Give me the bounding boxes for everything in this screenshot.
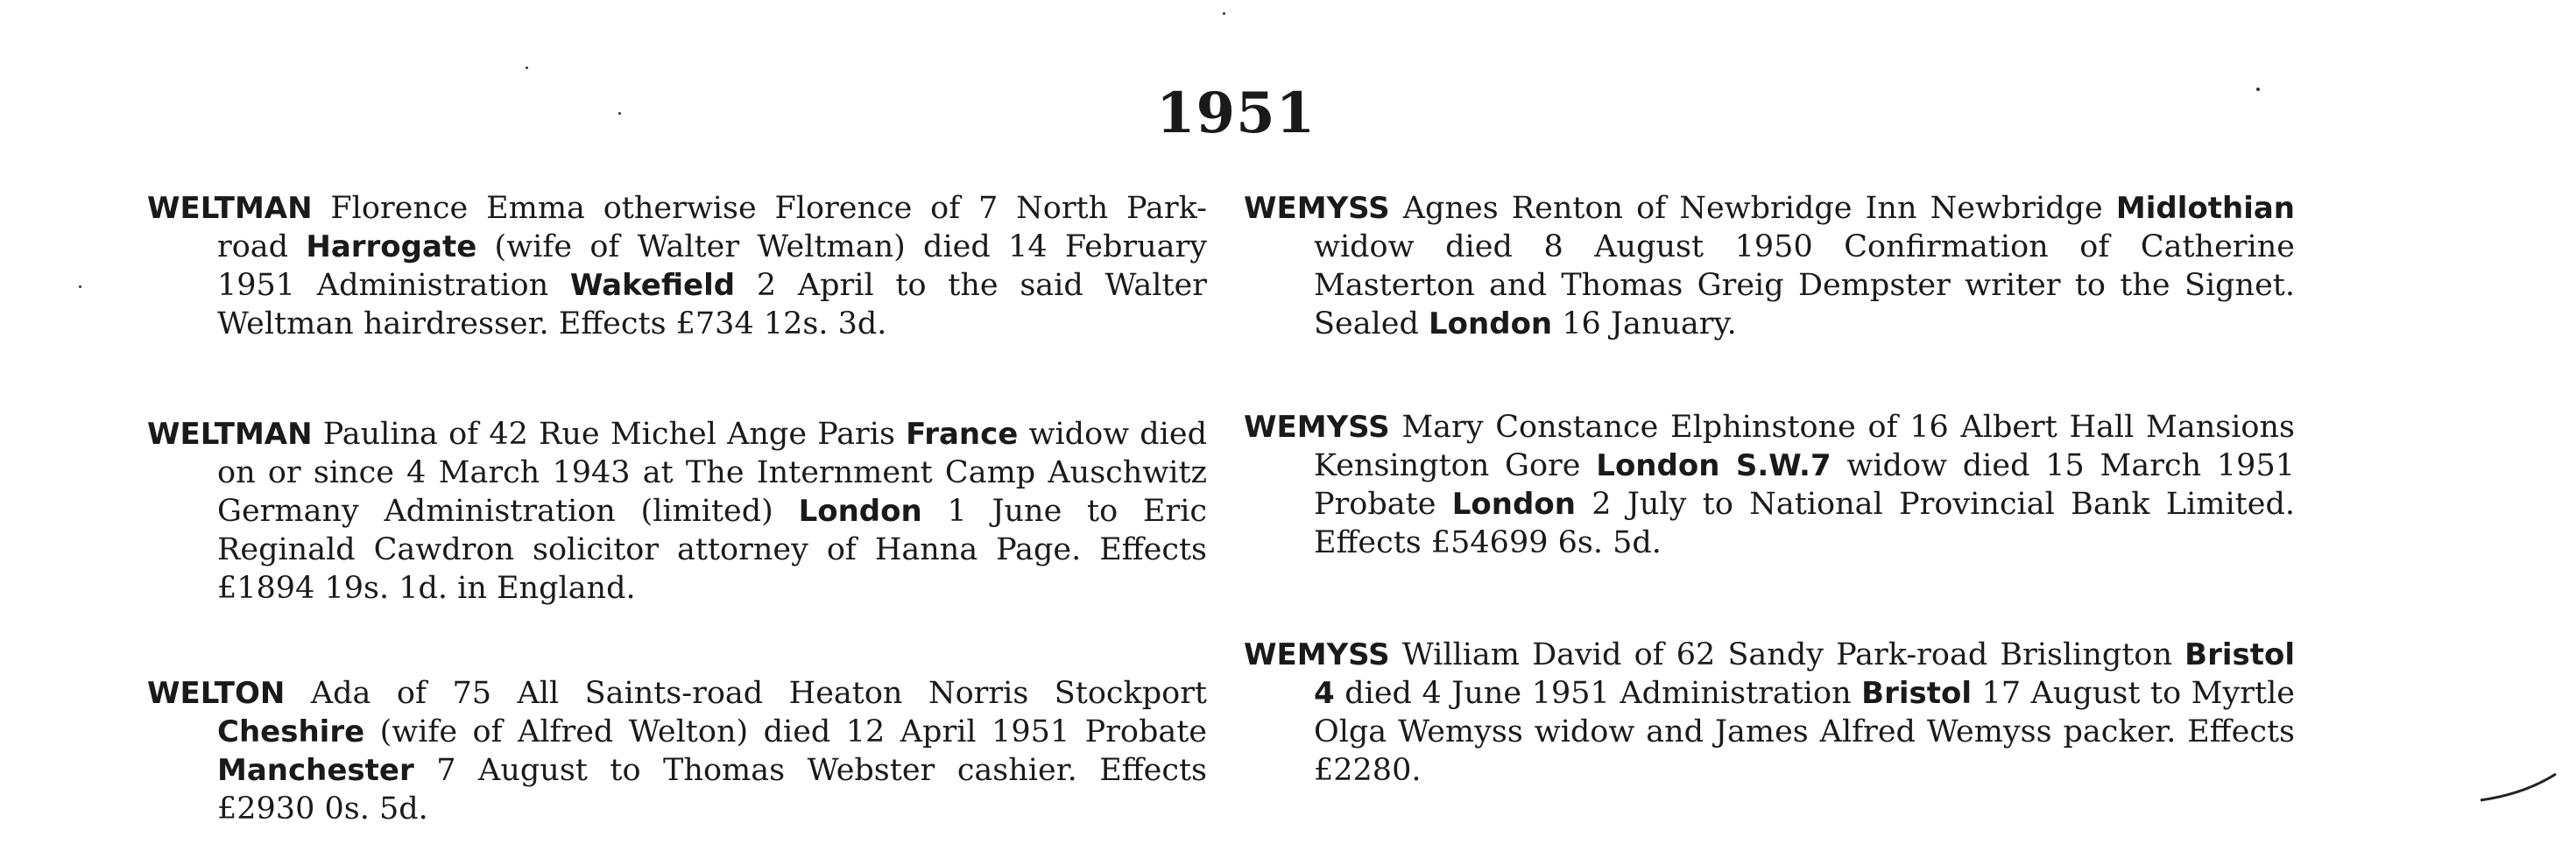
entry-text: Mary Constance Elphinstone of 16 Albert Hall Mansions Kensington Gore xyxy=(1314,410,2295,483)
scan-speck xyxy=(1223,12,1225,15)
entry-text: 2 July to National Provincial Bank Limited. Effects £54699 6s. 5d. xyxy=(1314,487,2295,560)
probate-entry xyxy=(1244,636,2295,790)
entry-text: 17 August to Myrtle Olga Wemyss widow and James Alfred Wemyss packer. Effects £2280. xyxy=(1314,676,2295,788)
entry-place-name: London xyxy=(1429,306,1553,341)
entry-surname: WELTMAN xyxy=(147,191,313,226)
entry-place-name: Cheshire xyxy=(217,714,365,749)
entry-place-name: Harrogate xyxy=(306,229,477,264)
entry-text: Ada of 75 All Saints-road Heaton Norris Stockport xyxy=(285,676,1207,711)
entry-surname: WEMYSS xyxy=(1244,410,1390,445)
page-year-heading: 1951 xyxy=(1156,81,1316,146)
entry-text: 7 August to Thomas Webster cashier. Effects £2930 0s. 5d. xyxy=(217,753,1207,826)
scan-speck xyxy=(2256,88,2260,91)
entry-text: Florence Emma otherwise Florence of 7 North Park-road xyxy=(217,191,1207,264)
entry-place-name: Bristol 4 xyxy=(1314,637,2295,711)
probate-entry xyxy=(147,189,1207,343)
entry-surname: WEMYSS xyxy=(1244,637,1390,672)
entry-text: widow died 8 August 1950 Confirmation of Catherine Masterton and Thomas Greig Dempster writer to the Signet. Sealed xyxy=(1314,229,2295,341)
probate-entry xyxy=(1244,189,2295,343)
entry-text: died 4 June 1951 Administration xyxy=(1334,676,1862,711)
entry-text: (wife of Walter Weltman) died 14 February 1951 Administration xyxy=(217,229,1208,303)
entry-surname: WEMYSS xyxy=(1244,191,1390,226)
entry-text: 16 January. xyxy=(1552,306,1737,341)
scan-speck xyxy=(618,112,621,115)
entry-place-name: Midlothian xyxy=(2115,191,2295,226)
entry-text: widow died on or since 4 March 1943 at The Internment Camp Auschwitz Germany Administration (limited) xyxy=(217,417,1207,529)
scan-speck xyxy=(526,67,528,69)
pen-stroke-mark xyxy=(2479,770,2558,805)
entry-text: (wife of Alfred Welton) died 12 April 1951 Probate xyxy=(364,714,1207,749)
entry-surname: WELTON xyxy=(147,676,286,711)
scan-speck xyxy=(79,285,81,288)
entry-text: William David of 62 Sandy Park-road Brislington xyxy=(1389,637,2185,672)
entry-text: widow died 15 March 1951 Probate xyxy=(1314,448,2295,522)
entry-place-name: London xyxy=(798,494,922,529)
probate-entry xyxy=(1244,408,2295,562)
entry-text: 1 June to Eric Reginald Cawdron solicitor attorney of Hanna Page. Effects £1894 19s. 1d. in England. xyxy=(217,494,1207,606)
entry-place-name: France xyxy=(906,417,1019,452)
entry-place-name: Wakefield xyxy=(569,268,736,303)
entry-place-name: Bristol xyxy=(1861,676,1973,711)
entry-place-name: Manchester xyxy=(217,753,414,788)
entry-text: 2 April to the said Walter Weltman hairdresser. Effects £734 12s. 3d. xyxy=(217,268,1207,341)
entry-place-name: London S.W.7 xyxy=(1596,448,1831,483)
probate-entry xyxy=(147,415,1207,608)
entry-text: Paulina of 42 Rue Michel Ange Paris xyxy=(312,417,907,452)
entry-surname: WELTMAN xyxy=(147,417,313,452)
entry-place-name: London xyxy=(1451,487,1576,522)
entry-text: Agnes Renton of Newbridge Inn Newbridge xyxy=(1389,191,2116,226)
probate-entry xyxy=(147,674,1207,828)
